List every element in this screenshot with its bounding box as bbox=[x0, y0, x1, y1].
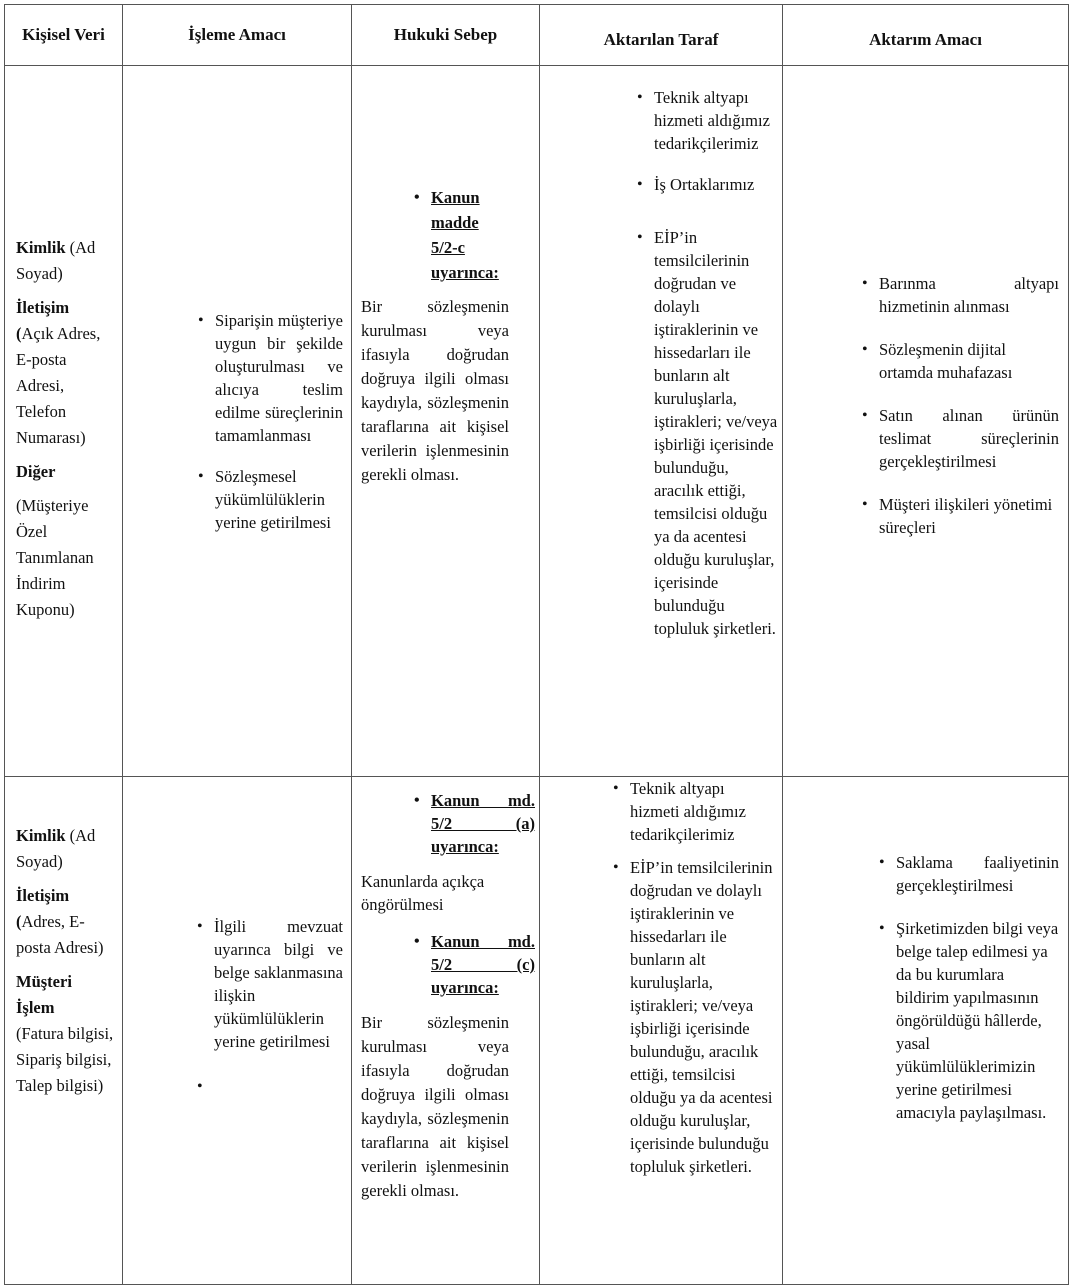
isleme-amaci-list bbox=[215, 309, 343, 534]
list-item: • Teknik altyapı hizmeti aldığımız tedarikçilerimiz bbox=[654, 86, 778, 155]
diger-label: Diğer bbox=[16, 462, 56, 481]
law-ref-list bbox=[352, 185, 513, 285]
law-ref-c: • Kanun md. 5/2 (c) uyarınca: bbox=[431, 930, 535, 999]
list-item: • Siparişin müşteriye uygun bir şekilde oluşturulması ve alıcıya teslim edilme süreçlerinin tamamlanması bbox=[215, 309, 343, 447]
law-ref-a: • Kanun md. 5/2 (a) uyarınca: bbox=[431, 789, 535, 858]
header-aktarilan-taraf: Aktarılan Taraf bbox=[540, 5, 783, 66]
diger-detail: (Müşteriye Özel Tanımlanan İndirim Kuponu) bbox=[16, 496, 94, 619]
list-item: • EİP’in temsilcilerinin doğrudan ve dolaylı iştiraklerinin ve hissedarları ile bunların alt kuruluşlarla, iştirakleri; ve/veya işbirliği içerisinde bulunduğu, aracılık ettiği, temsilcisi olduğu ya da acentesi olduğu kuruluşlar, içerisinde bulunduğu topluluk şirketleri. bbox=[630, 856, 774, 1178]
list-item: • İş Ortaklarımız bbox=[654, 173, 778, 196]
law-ref-list-a bbox=[352, 789, 539, 858]
list-item: • Sözleşmenin dijital ortamda muhafazası bbox=[879, 338, 1059, 384]
iletisim-detail: Açık Adres, E-posta Adresi, Telefon Numarası) bbox=[16, 324, 101, 447]
list-item: • Teknik altyapı hizmeti aldığımız tedarikçilerimiz bbox=[630, 777, 774, 846]
list-item: • Barınma altyapı hizmetinin alınması bbox=[879, 272, 1059, 318]
isleme-amaci-list bbox=[214, 915, 343, 1098]
hukuki-sebep-text-c: Bir sözleşmenin kurulması veya ifasıyla doğrudan doğruya ilgili olması kaydıyla, sözleşmenin taraflarına ait kişisel verilerin işlenmesinin gerekli olması. bbox=[361, 1013, 509, 1200]
iletisim-entry bbox=[16, 295, 114, 451]
cell-aktarilan-taraf bbox=[540, 777, 783, 1285]
header-kisisel-veri: Kişisel Veri bbox=[5, 5, 123, 66]
list-item: • Sözleşmesel yükümlülüklerin yerine getirilmesi bbox=[215, 465, 343, 534]
cell-isleme-amaci bbox=[123, 777, 352, 1285]
table-row bbox=[5, 66, 1069, 777]
kimlik-detail: (Ad Soyad) bbox=[16, 826, 96, 871]
kimlik-label: Kimlik bbox=[16, 826, 66, 845]
list-item: • Şirketimizden bilgi veya belge talep edilmesi ya da bu kurumlara bildirim yapılmasının öngörüldüğü hâllerde, yasal yükümlülüklerimizin yerine getirilmesi amacıyla paylaşılması. bbox=[896, 917, 1059, 1124]
musteri-detail: (Fatura bilgisi, Sipariş bilgisi, Talep bilgisi) bbox=[16, 1024, 114, 1095]
aktarim-amaci-list bbox=[879, 272, 1059, 539]
cell-hukuki-sebep bbox=[352, 66, 540, 777]
list-item: • Saklama faaliyetinin gerçekleştirilmesi bbox=[896, 851, 1059, 897]
musteri-label-entry bbox=[16, 969, 114, 1021]
cell-kisisel-veri bbox=[5, 777, 123, 1285]
iletisim-paren: ( bbox=[16, 324, 22, 343]
diger-label-entry bbox=[16, 459, 114, 485]
kimlik-label: Kimlik bbox=[16, 238, 66, 257]
musteri-label: Müşteri İşlem bbox=[16, 972, 72, 1017]
kimlik-entry bbox=[16, 823, 114, 875]
aktarilan-taraf-list bbox=[654, 86, 778, 640]
kimlik-detail: (Ad Soyad) bbox=[16, 238, 96, 283]
list-item: • İlgili mevzuat uyarınca bilgi ve belge saklanmasına ilişkin yükümlülüklerin yerine getirilmesi bbox=[214, 915, 343, 1053]
cell-aktarim-amaci bbox=[783, 777, 1069, 1285]
iletisim-label: İletişim bbox=[16, 298, 70, 317]
table-row bbox=[5, 777, 1069, 1285]
header-row bbox=[5, 5, 1069, 66]
law-ref-list-c bbox=[352, 930, 539, 999]
header-hukuki-sebep: Hukuki Sebep bbox=[352, 5, 540, 66]
hukuki-sebep-text-a: Kanunlarda açıkça öngörülmesi bbox=[361, 872, 485, 914]
cell-aktarilan-taraf bbox=[540, 66, 783, 777]
cell-kisisel-veri bbox=[5, 66, 123, 777]
iletisim-label: İletişim bbox=[16, 886, 70, 905]
header-aktarim-amaci: Aktarım Amacı bbox=[783, 5, 1069, 66]
data-processing-table bbox=[4, 4, 1069, 1285]
cell-hukuki-sebep bbox=[352, 777, 540, 1285]
iletisim-paren: ( bbox=[16, 912, 22, 931]
list-item bbox=[214, 1075, 343, 1098]
aktarim-amaci-list bbox=[896, 851, 1059, 1124]
aktarilan-taraf-list bbox=[630, 777, 774, 1178]
list-item: • Müşteri ilişkileri yönetimi süreçleri bbox=[879, 493, 1059, 539]
hukuki-sebep-text: Bir sözleşmenin kurulması veya ifasıyla doğrudan doğruya ilgili olması kaydıyla, sözleşmenin taraflarına ait kişisel verilerin işlenmesinin gerekli olması. bbox=[361, 297, 509, 484]
cell-aktarim-amaci bbox=[783, 66, 1069, 777]
list-item: • Satın alınan ürünün teslimat süreçlerinin gerçekleştirilmesi bbox=[879, 404, 1059, 473]
cell-isleme-amaci bbox=[123, 66, 352, 777]
iletisim-entry bbox=[16, 883, 114, 961]
kimlik-entry bbox=[16, 235, 114, 287]
iletisim-detail: Adres, E-posta Adresi) bbox=[16, 912, 104, 957]
law-ref: • Kanun madde 5/2-c uyarınca: bbox=[431, 185, 509, 285]
header-isleme-amaci: İşleme Amacı bbox=[123, 5, 352, 66]
list-item: • EİP’in temsilcilerinin doğrudan ve dolaylı iştiraklerinin ve hissedarları ile bunların alt kuruluşlarla, iştirakleri; ve/veya işbirliği içerisinde bulunduğu, aracılık ettiği, temsilcisi olduğu ya da acentesi olduğu kuruluşlar, içerisinde bulunduğu topluluk şirketleri. bbox=[654, 226, 778, 640]
